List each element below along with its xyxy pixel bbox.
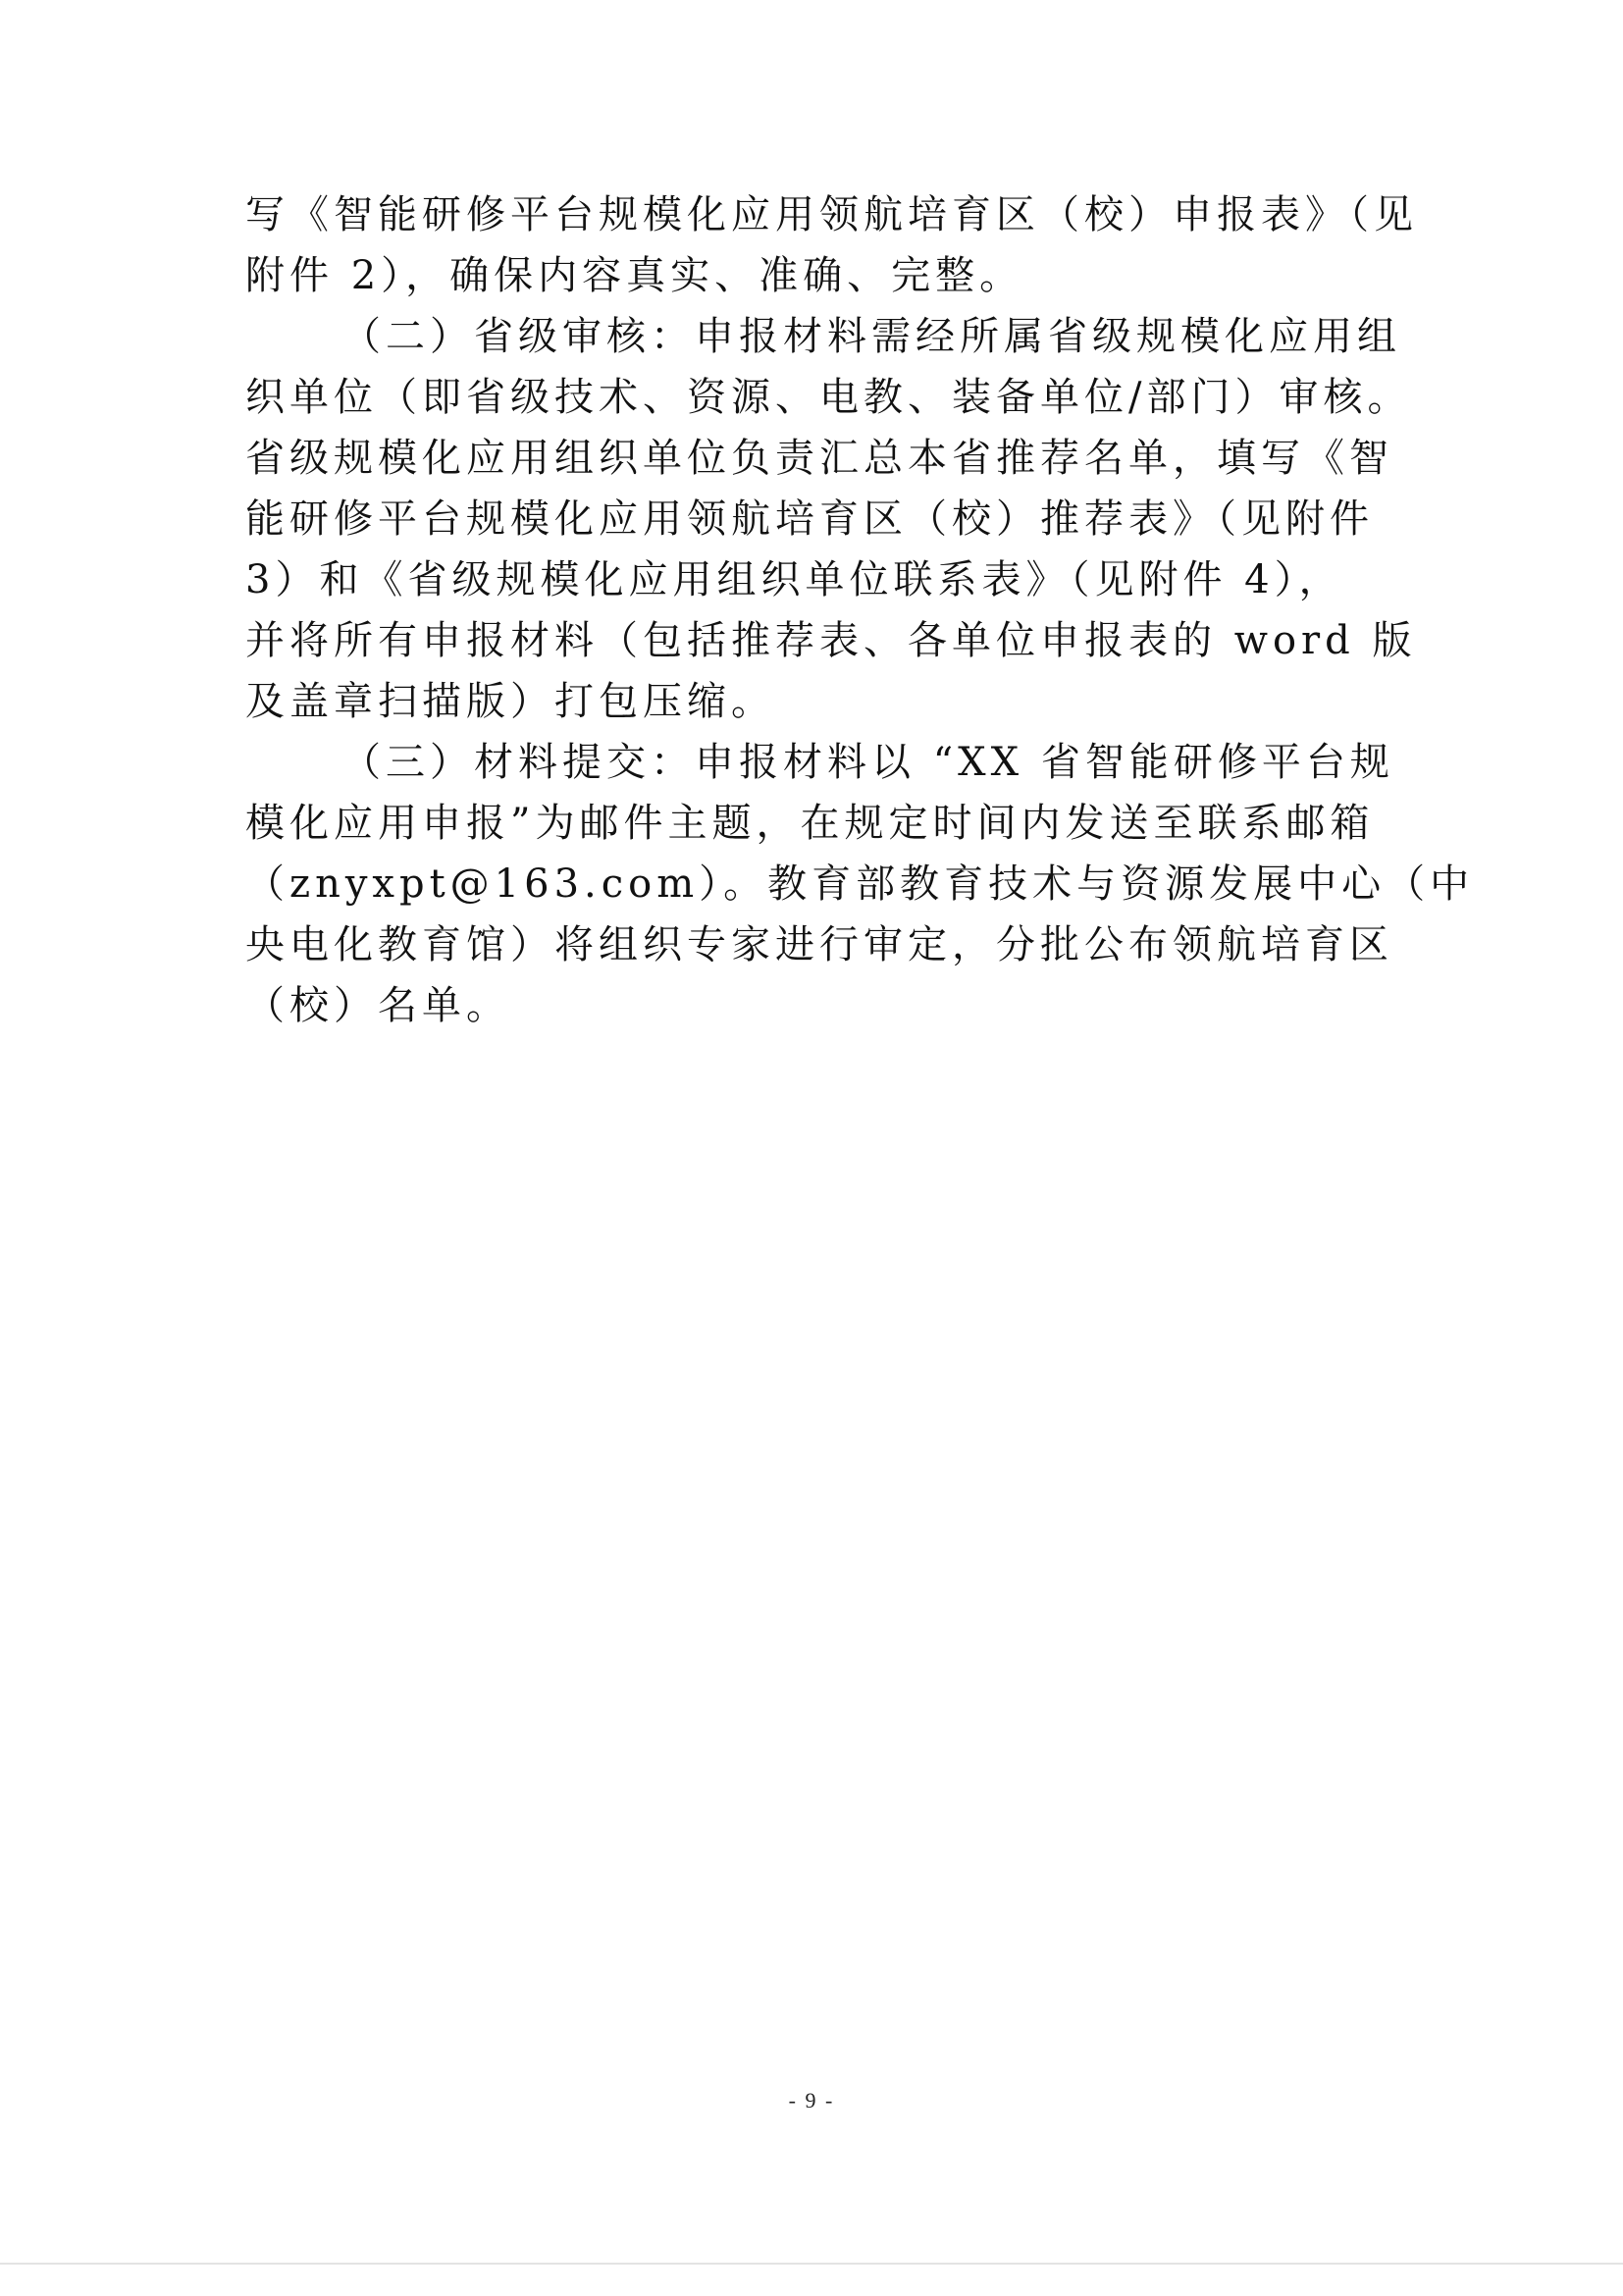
text-line: 写《智能研修平台规模化应用领航培育区（校）申报表》（见: [245, 192, 1418, 237]
text-line: 织单位（即省级技术、资源、电教、装备单位/部门）审核。: [245, 375, 1412, 420]
text-line: 及盖章扫描版）打包压缩。: [245, 679, 775, 724]
page-number: - 9 -: [788, 2088, 835, 2113]
section-heading-line: （二）省级审核：申报材料需经所属省级规模化应用组: [341, 314, 1401, 359]
scan-edge-divider: [0, 2263, 1623, 2265]
text-line: （校）名单。: [245, 983, 510, 1028]
text-line: 模化应用申报”为邮件主题，在规定时间内发送至联系邮箱: [245, 801, 1375, 846]
section-heading-line: （三）材料提交：申报材料以 “XX 省智能研修平台规: [341, 740, 1394, 785]
text-line: 央电化教育馆）将组织专家进行审定，分批公布领航培育区: [245, 922, 1393, 967]
text-line: （znyxpt@163.com）。教育部教育技术与资源发展中心（中: [245, 861, 1475, 907]
text-line: 能研修平台规模化应用领航培育区（校）推荐表》（见附件: [245, 496, 1374, 542]
text-line: 省级规模化应用组织单位负责汇总本省推荐名单，填写《智: [245, 436, 1393, 481]
text-line: 3）和《省级规模化应用组织单位联系表》（见附件 4），: [245, 557, 1343, 602]
body-text: [245, 184, 1475, 1036]
text-line: 并将所有申报材料（包括推荐表、各单位申报表的 word 版: [245, 618, 1417, 663]
text-line: 附件 2），确保内容真实、准确、完整。: [245, 253, 1024, 298]
